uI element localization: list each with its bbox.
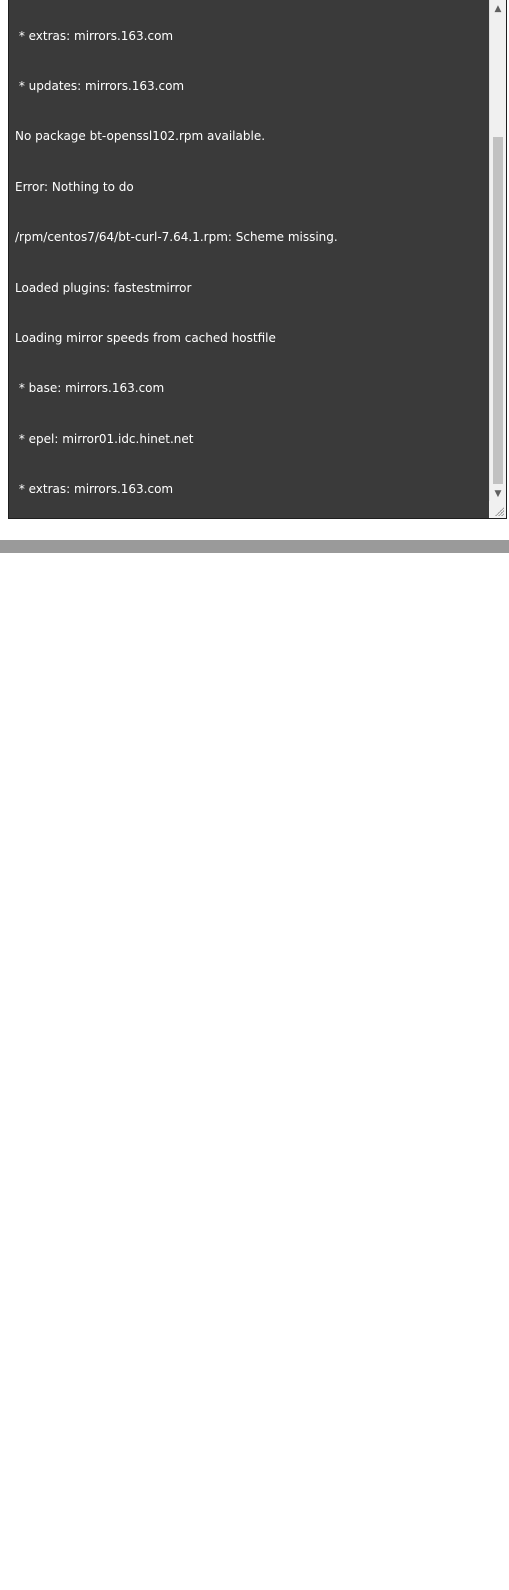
log-line: gzip: stdin: unexpected end of file [15, 1237, 220, 1252]
log-line: tar: Error is not recoverable: exiting now [15, 1338, 258, 1353]
log-line: lib.sh: line 97: cd: libiconv-1.14: No such file or directory [15, 1389, 355, 1404]
log-line: tar: Child returned status 1 [15, 1288, 178, 1303]
terminal-log [15, 0, 491, 1590]
log-line: /rpm/centos7/64/bt-libmcrypt-2.5.8.rpm: Scheme missing. [15, 784, 365, 799]
scrollbar-thumb[interactable] [493, 137, 503, 484]
log-line: error: open of bt-mcrypt-2.6.8.rpm failed: No such file or directory [15, 986, 412, 1001]
log-line: lib.sh: line 99: ./configure: No such file or directory [15, 1439, 320, 1454]
log-line: mkdir: cannot create directory '/patch' : File exists [15, 1086, 325, 1101]
log-line: * extras: mirrors.163.com [15, 28, 174, 43]
vertical-scrollbar[interactable] [489, 0, 506, 502]
log-line: * extras: mirrors.163.com [15, 482, 174, 497]
log-line: * epel: mirror01.idc.hinet.net [15, 431, 194, 446]
log-line: Error: Nothing to do [15, 633, 134, 648]
log-line: /rpm/centos7/64/bt-mhash-0.9.9.9.rpm: Scheme missing. [15, 683, 360, 698]
log-line: Loaded plugins: fastestmirror [15, 280, 192, 295]
log-line [15, 1187, 491, 1204]
log-line: ln: failed to create symbolic link '/usr/lib/libltdl.so.3' : File exists [15, 885, 403, 900]
log-line: /rpm/centos7/64/bt-mcrypt-2.6.8.rpm: Scheme missing. [15, 935, 351, 950]
log-line: error: open of bt-mhash-0.9.9.9.rpm failed: No such file or directory [15, 734, 422, 749]
log-line: make: *** No targets specified and no makefile found. Stop. [15, 1489, 379, 1504]
log-line: /rpm/centos7/64/bt-curl-7.64.1.rpm: Scheme missing. [15, 230, 338, 245]
log-line: * base: mirrors.163.com [15, 381, 165, 396]
log-line: /src/libiconv-1.14.tar.gz: Scheme missing. [15, 1036, 265, 1051]
resize-grip-icon[interactable] [494, 506, 504, 516]
chevron-down-icon[interactable]: ▼ [494, 488, 502, 499]
resize-corner[interactable] [489, 501, 506, 518]
log-line: No package bt-openssl102.rpm available. [15, 129, 266, 144]
log-line: Loading mirror speeds from cached hostfile [15, 330, 276, 345]
bottom-bar [0, 540, 509, 553]
chevron-up-icon[interactable]: ▲ [494, 3, 502, 14]
log-line: No package bt-curl-7.64.1.rpm available. [15, 582, 262, 597]
log-line: * updates: mirrors.163.com [15, 78, 185, 93]
log-line: error: open of bt-libmcrypt-2.5.8.rpm failed: No such file or directory [15, 834, 427, 849]
terminal-output-textarea[interactable] [8, 0, 507, 1555]
log-line: make: *** No rule to make target `install'. Stop. [15, 1540, 306, 1555]
log-line: Error: Nothing to do [15, 179, 134, 194]
log-line: /src/patch/libiconv-glibc-2.16.patch: Scheme missing. [15, 1137, 336, 1152]
